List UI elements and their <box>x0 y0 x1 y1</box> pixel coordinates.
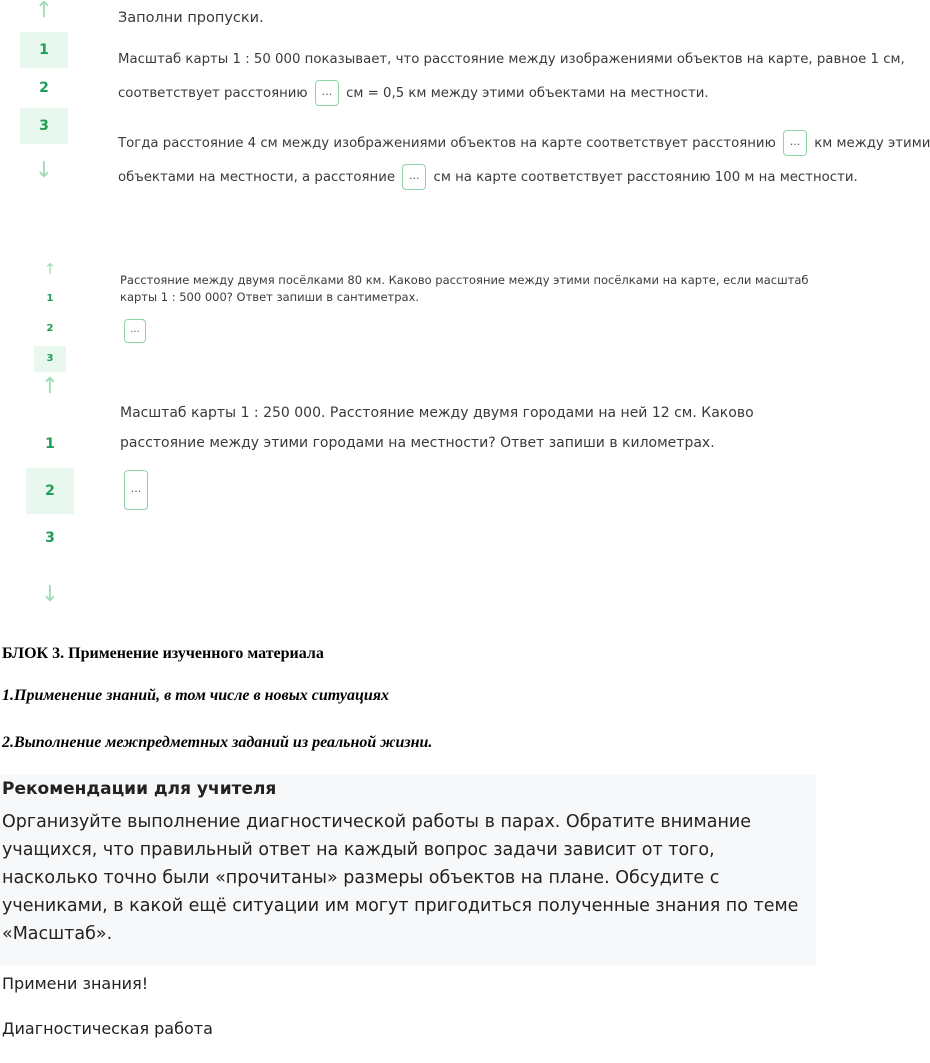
task1-paragraph2-line1 <box>118 130 930 156</box>
task3-answer-blank[interactable]: ... <box>124 470 148 510</box>
task1-p2l2-text-before: объектами на местности, а расстояние <box>118 170 396 185</box>
task1-p2l2-text-after: см на карте соответствует расстоянию 100 м на местности. <box>433 170 858 185</box>
up-arrow-icon[interactable]: ↑ <box>40 374 60 399</box>
task2-answer-blank[interactable]: ... <box>124 319 146 343</box>
task3-nav-item-3[interactable]: 3 <box>45 530 55 546</box>
task1-nav-item-1[interactable]: 1 <box>20 32 68 68</box>
task1-paragraph1-line2 <box>118 80 709 106</box>
task1-paragraph2-line2 <box>118 164 858 190</box>
block-item-1: 1.Применение знаний, в том числе в новых ситуациях <box>2 687 389 704</box>
down-arrow-icon[interactable]: ↓ <box>40 582 60 607</box>
task1-p1-text-before: соответствует расстоянию <box>118 86 308 101</box>
task2-nav-item-3[interactable]: 3 <box>34 346 66 372</box>
diagnostic-work-text: Диагностическая работа <box>2 1019 213 1038</box>
task1-p2-text-after: км между этими <box>814 136 930 151</box>
task1-blank-3[interactable]: ... <box>402 164 426 190</box>
task3-nav-item-1[interactable]: 1 <box>45 436 55 452</box>
down-arrow-icon[interactable]: ↓ <box>34 158 54 183</box>
task1-instruction: Заполни пропуски. <box>118 10 264 26</box>
task2-nav <box>20 262 80 374</box>
task2-question: Расстояние между двумя посёлками 80 км. Каково расстояние между этими посёлками на карте, если масштаб карты 1 : 500 000? Ответ запиши в сантиметрах. <box>120 273 809 304</box>
task1-blank-1[interactable]: ... <box>315 80 339 106</box>
up-arrow-icon[interactable]: ↑ <box>34 0 54 23</box>
task1-nav-item-3[interactable]: 3 <box>20 108 68 144</box>
apply-knowledge-text: Примени знания! <box>2 974 149 993</box>
task2-nav-item-2[interactable]: 2 <box>46 323 54 334</box>
block-item-2: 2.Выполнение межпредметных заданий из реальной жизни. <box>2 734 433 751</box>
task1-p2-text-before: Тогда расстояние 4 см между изображениями объектов на карте соответствует расстоянию <box>118 136 776 151</box>
task1-nav <box>14 0 74 190</box>
task3-nav <box>20 376 80 608</box>
task1-nav-item-2[interactable]: 2 <box>39 80 49 96</box>
task1-paragraph1-line1: Масштаб карты 1 : 50 000 показывает, что расстояние между изображениями объектов на карте, равное 1 см, <box>118 52 905 67</box>
up-arrow-icon[interactable]: ↑ <box>43 260 57 278</box>
recommendations-text: Организуйте выполнение диагностической работы в парах. Обратите внимание учащихся, что правильный ответ на каждый вопрос задачи зависит от того, насколько точно были «прочитаны» размеры объектов на плане. Обсудите с учениками, в какой ещё ситуации им могут пригодиться полученные знания по теме «Масштаб». <box>2 812 799 944</box>
task3-nav-item-2[interactable]: 2 <box>26 468 74 514</box>
recommendations-title: Рекомендации для учителя <box>2 779 277 799</box>
task1-blank-2[interactable]: ... <box>783 130 807 156</box>
task2-nav-item-1[interactable]: 1 <box>46 293 54 304</box>
task3-question: Масштаб карты 1 : 250 000. Расстояние между двумя городами на ней 12 см. Каково расстояние между этими городами на местности? Ответ запиши в километрах. <box>120 405 754 451</box>
block-title: БЛОК 3. Применение изученного материала <box>2 645 324 662</box>
task1-p1-text-after: см = 0,5 км между этими объектами на местности. <box>346 86 709 101</box>
